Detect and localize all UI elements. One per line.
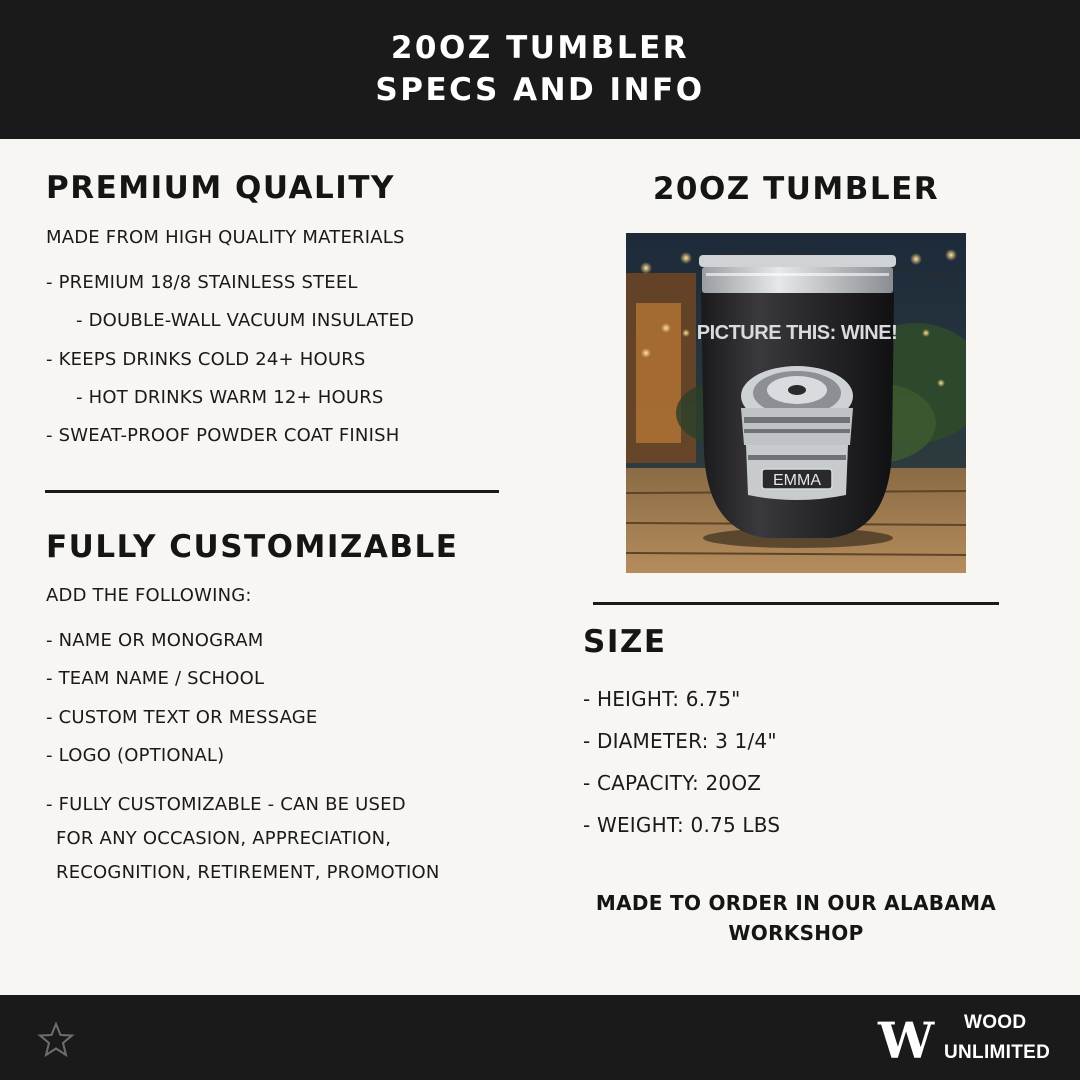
section-divider — [593, 602, 999, 605]
brand-mark: W — [878, 1011, 935, 1070]
star-outline-icon — [36, 1020, 76, 1060]
size-item: - WEIGHT: 0.75 LBS — [583, 813, 781, 837]
svg-text:PICTURE THIS: WINE!: PICTURE THIS: WINE! — [696, 322, 898, 344]
premium-quality-heading: PREMIUM QUALITY — [46, 170, 395, 206]
section-divider — [45, 490, 499, 493]
header-bar — [0, 0, 1080, 139]
header-title-line1: 20OZ TUMBLER — [390, 30, 690, 66]
premium-item: - KEEPS DRINKS COLD 24+ HOURS — [46, 349, 366, 370]
size-item: - CAPACITY: 20OZ — [583, 771, 762, 795]
custom-note-line: RECOGNITION, RETIREMENT, PROMOTION — [56, 862, 440, 883]
brand-name-line2: UNLIMITED — [944, 1042, 1051, 1063]
size-heading: SIZE — [583, 624, 667, 660]
premium-item: - PREMIUM 18/8 STAINLESS STEEL — [46, 272, 358, 293]
premium-item: - DOUBLE-WALL VACUUM INSULATED — [76, 310, 415, 331]
fully-customizable-heading: FULLY CUSTOMIZABLE — [46, 529, 459, 565]
header-title-line2: SPECS AND INFO — [375, 72, 705, 108]
made-to-order-note — [583, 888, 1009, 948]
premium-subtitle: MADE FROM HIGH QUALITY MATERIALS — [46, 227, 405, 248]
product-heading: 20OZ TUMBLER — [652, 171, 940, 207]
size-item: - HEIGHT: 6.75" — [583, 687, 741, 711]
made-line: WORKSHOP — [728, 921, 864, 945]
size-item: - DIAMETER: 3 1/4" — [583, 729, 777, 753]
custom-note-line: FOR ANY OCCASION, APPRECIATION, — [56, 828, 392, 849]
premium-item: - HOT DRINKS WARM 12+ HOURS — [76, 387, 384, 408]
custom-item: - TEAM NAME / SCHOOL — [46, 668, 265, 689]
made-line: MADE TO ORDER IN OUR ALABAMA — [595, 891, 997, 915]
svg-text:EMMA: EMMA — [773, 472, 821, 489]
product-photo — [626, 233, 966, 573]
custom-note-line: - FULLY CUSTOMIZABLE - CAN BE USED — [46, 794, 406, 815]
premium-item: - SWEAT-PROOF POWDER COAT FINISH — [46, 425, 400, 446]
custom-item: - CUSTOM TEXT OR MESSAGE — [46, 707, 318, 728]
brand-name-line1: WOOD — [964, 1012, 1027, 1033]
custom-item: - NAME OR MONOGRAM — [46, 630, 264, 651]
brand-logo — [876, 1010, 1056, 1070]
custom-item: - LOGO (OPTIONAL) — [46, 745, 225, 766]
custom-subtitle: ADD THE FOLLOWING: — [46, 585, 252, 606]
